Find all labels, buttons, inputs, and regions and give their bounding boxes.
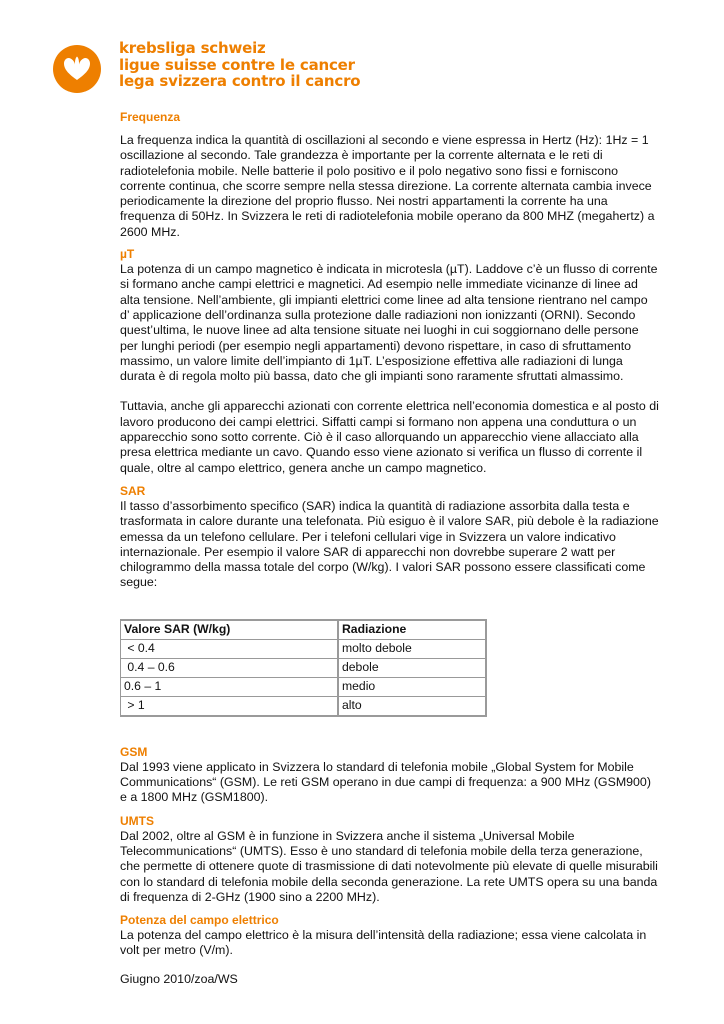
- org-line-de: krebsliga schweiz: [119, 39, 266, 57]
- heading-potenza: Potenza del campo elettrico: [120, 913, 279, 928]
- sar-cell-radiation: alto: [338, 696, 486, 716]
- paragraph-potenza: La potenza del campo elettrico è la misura dell’intensità della radiazione; essa viene calcolata in volt per metro (V/m).: [120, 928, 647, 958]
- sar-cell-value: < 0.4: [121, 639, 339, 658]
- sar-table: [120, 619, 487, 717]
- table-row: [121, 639, 487, 658]
- paragraph-gsm: Dal 1993 viene applicato in Svizzera lo standard di telefonia mobile „Global System for Mobile Communications“ (GSM). Le reti GSM operano in due campi di frequenza: a 900 MHz (GSM900) e a 1800 MHz (GSM1800).: [120, 759, 651, 805]
- table-row: [121, 658, 487, 677]
- sar-cell-radiation: medio: [338, 677, 486, 696]
- document-body: [120, 110, 660, 959]
- heading-sar: SAR: [120, 483, 146, 498]
- heading-microtesla: µT: [120, 247, 135, 262]
- paragraph-frequenza: La frequenza indica la quantità di oscillazioni al secondo e viene espressa in Hertz (Hz): 1Hz = 1 oscillazione al secondo. Tale grandezza è importante per la corrente alternata e le reti di radiotelefonia mobile. Nelle batterie il polo positivo e il polo negativo sono fissi e forniscono corrente continua, che scorre sempre nella stessa direzione. La corrente alternata cambia invece periodicamente la direzione del proprio flusso. Nei nostri appartamenti la corrente ha una frequenza di 50Hz. In Svizzera le reti di radiotelefonia mobile operano da 800 MHZ (megahertz) a 2600 MHz.: [120, 133, 655, 239]
- paragraph-umts: Dal 2002, oltre al GSM è in funzione in Svizzera anche il sistema „Universal Mobile Telecommunications“ (UMTS). Esso è uno standard di telefonia mobile della terza generazione, che permette di ottenere quote di trasmissione di dati notevolmente più elevate di quelle misurabili con lo standard di telefonia mobile della seconda generazione. La rete UMTS opera su una banda di frequenza di 2-GHz (1900 sino a 2200 MHz).: [120, 828, 658, 904]
- sar-header-radiation: Radiazione: [338, 620, 486, 640]
- heart-flower-logo-icon: [52, 44, 102, 94]
- sar-cell-radiation: debole: [338, 658, 486, 677]
- table-row: [121, 677, 487, 696]
- paragraph-sar: Il tasso d’assorbimento specifico (SAR) indica la quantità di radiazione assorbita dalla testa e trasformata in calore durante una telefonata. Più esiguo è il valore SAR, più debole è la radiazione emessa da un telefono cellulare. Per i telefoni cellulari vige in Svizzera un valore indicativo internazionale. Per esempio il valore SAR di apparecchi non dovrebbe superare 2 watt per chilogrammo della massa totale del corpo (W/kg). I valori SAR possono essere classificati come segue:: [120, 498, 659, 590]
- sar-cell-radiation: molto debole: [338, 639, 486, 658]
- table-row: [121, 696, 487, 716]
- sar-cell-value: 0.6 – 1: [121, 677, 339, 696]
- org-line-it: lega svizzera contro il cancro: [119, 72, 361, 90]
- sar-header-value: Valore SAR (W/kg): [121, 620, 339, 640]
- sar-cell-value: 0.4 – 0.6: [121, 658, 339, 677]
- org-line-fr: ligue suisse contre le cancer: [119, 55, 355, 74]
- paragraph-microtesla-1: La potenza di un campo magnetico è indicata in microtesla (µT). Laddove c’è un flusso di corrente si formano anche campi elettrici e magnetici. Ad esempio nelle immediate vicinanze di linee ad alta tensione. Nell’ambiente, gli impianti elettrici come linee ad alta tensione rientrano nel campo d’ applicazione dell’ordinanza sulla protezione dalle radiazioni non ionizzanti (ORNI). Secondo quest’ultima, le nuove linee ad alta tensione situate nei luoghi in cui soggiornano delle persone per lunghi periodi (per esempio negli appartamenti) devono rispettare, in caso di sfruttamento massimo, un valore limite dell’impianto di 1µT. L’esposizione effettiva alle radiazioni di lunga durata è di regola molto più bassa, dato che gli impianti sono raramente sfruttati almassimo.: [120, 262, 658, 384]
- sar-cell-value: > 1: [121, 696, 339, 716]
- organization-name: [119, 40, 360, 90]
- footer-text: Giugno 2010/zoa/WS: [120, 972, 238, 986]
- paragraph-microtesla-2: Tuttavia, anche gli apparecchi azionati con corrente elettrica nell’economia domestica e al posto di lavoro producono dei campi elettrici. Siffatti campi si formano non appena una conduttura o un apparecchio sono sotto corrente. Ciò è il caso allorquando un apparecchio viene allacciato alla presa elettrica mediante un cavo. Quando esso viene azionato si verifica un flusso di corrente il quale, oltre al campo elettrico, genera anche un campo magnetico.: [120, 399, 659, 475]
- heading-frequenza: Frequenza: [120, 110, 181, 124]
- heading-umts: UMTS: [120, 813, 154, 828]
- heading-gsm: GSM: [120, 744, 148, 759]
- sar-table-header-row: [121, 620, 487, 640]
